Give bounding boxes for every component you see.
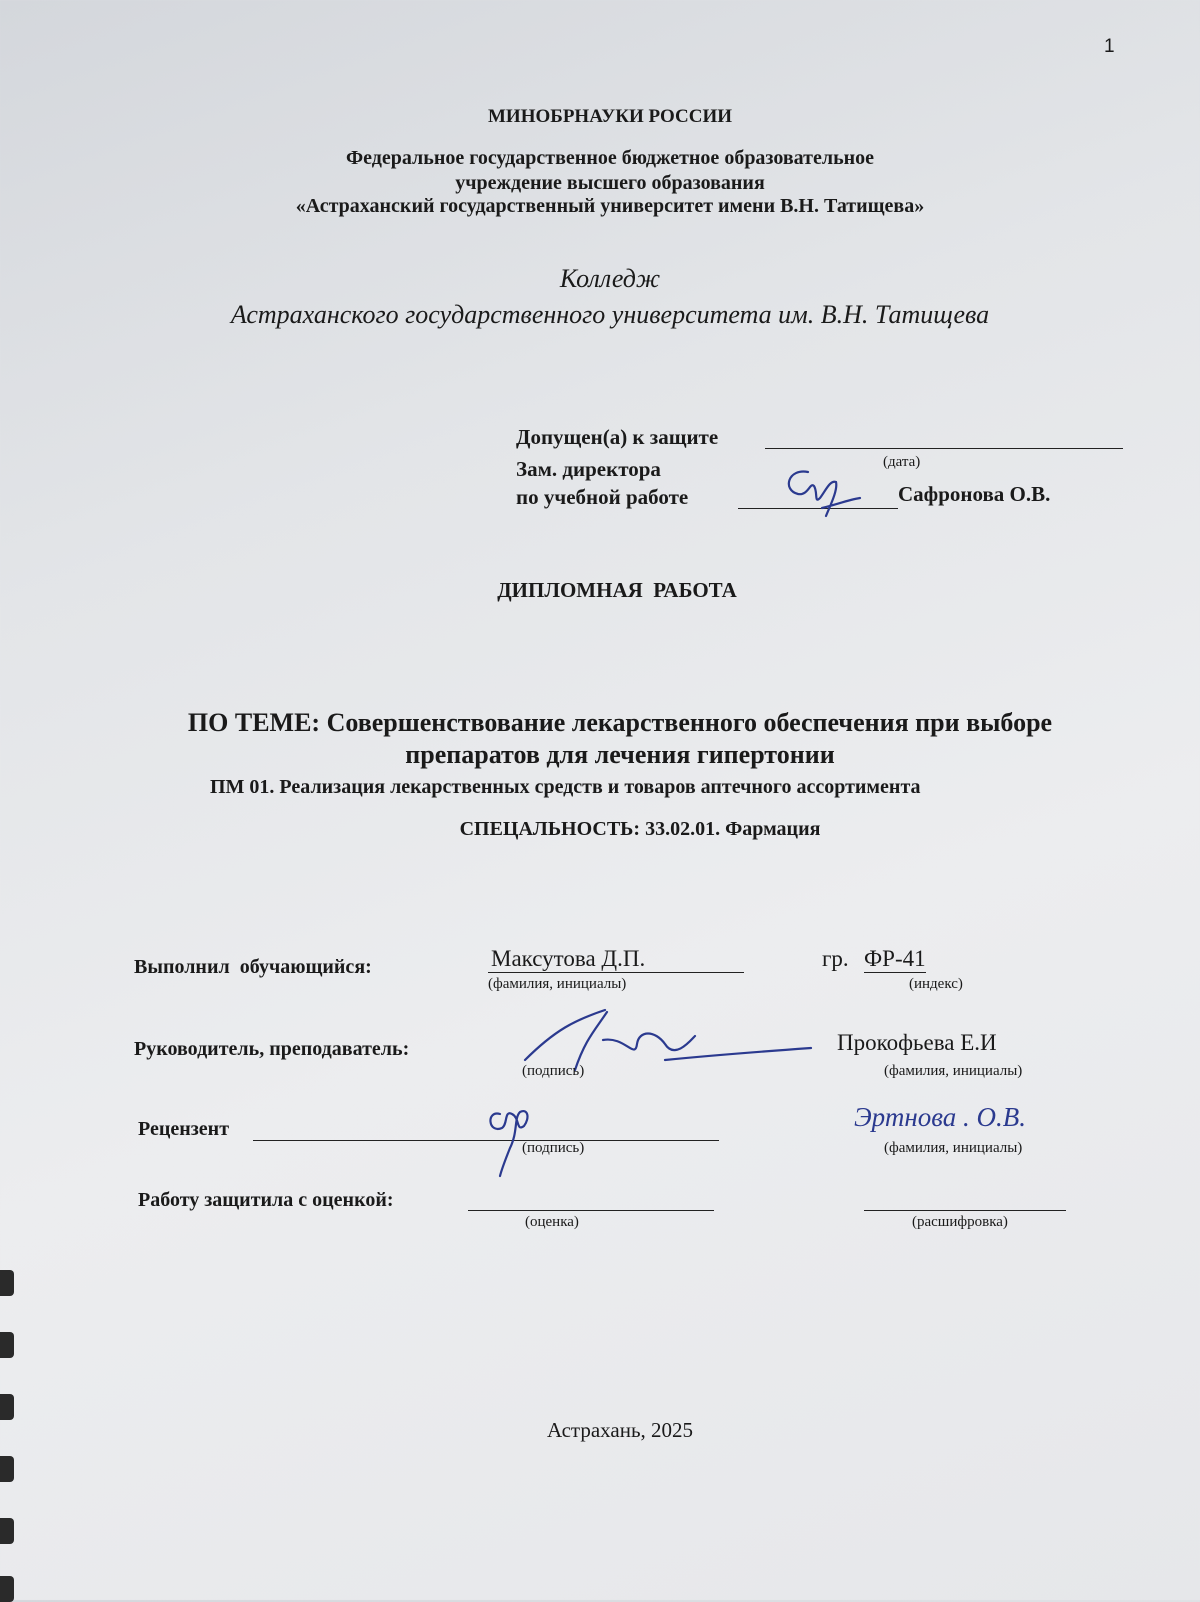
college-line-1: Колледж [559,264,661,293]
reviewer-label: Рецензент [138,1118,230,1140]
supervisor-signature-caption: (подпись) [522,1063,585,1079]
group-prefix: гр. [822,946,849,971]
supervisor-name: Прокофьева Е.И [837,1030,997,1055]
topic-line-2: препаратов для лечения гипертонии [405,740,835,769]
specialty-line: СПЕЦАЛЬНОСТЬ: 33.02.01. Фармация [459,818,821,840]
student-name-caption: (фамилия, инициалы) [488,976,627,992]
date-caption: (дата) [883,454,921,470]
org-line-2: учреждение высшего образования [455,172,765,194]
admitted-date-line [765,448,1123,449]
deputy-title-line-1: Зам. директора [516,457,661,481]
ministry-heading: МИНОБРНАУКИ РОССИИ [487,106,733,127]
reviewer-name: Эртнова . О.В. [854,1102,1026,1132]
reviewer-name-caption: (фамилия, инициалы) [884,1140,1023,1156]
topic-line-1: ПО ТЕМЕ: Совершенствование лекарственного обеспечения при выборе [187,708,1053,737]
reviewer-signature [478,1088,558,1178]
binding-holes [0,1270,18,1600]
student-label: Выполнил обучающийся: [134,956,372,978]
decoding-caption: (расшифровка) [912,1214,1008,1230]
module-line: ПМ 01. Реализация лекарственных средств и товаров аптечного ассортимента [210,776,921,798]
supervisor-label: Руководитель, преподаватель: [134,1038,410,1060]
admitted-label: Допущен(а) к защите [516,425,719,449]
deputy-name: Сафронова О.В. [898,482,1051,506]
deputy-title-line-2: по учебной работе [516,485,689,509]
grade-line [468,1210,714,1211]
decoding-line [864,1210,1066,1211]
student-group: ФР-41 [864,946,926,971]
student-name-line [488,972,744,973]
supervisor-name-caption: (фамилия, инициалы) [884,1063,1023,1079]
city-year: Астрахань, 2025 [546,1418,694,1442]
page-number: 1 [1104,36,1115,57]
deputy-signature [778,460,868,520]
document-title: ДИПЛОМНАЯ РАБОТА [497,578,737,602]
org-line-3: «Астраханский государственный университет имени В.Н. Татищева» [295,195,925,217]
group-caption: (индекс) [909,976,963,992]
grade-caption: (оценка) [525,1214,579,1230]
college-line-2: Астраханского государственного университета им. В.Н. Татищева [230,300,990,329]
reviewer-signature-caption: (подпись) [522,1140,585,1156]
defense-label: Работу защитила с оценкой: [138,1189,394,1211]
student-name: Максутова Д.П. [491,946,646,971]
org-line-1: Федеральное государственное бюджетное образовательное [345,147,875,169]
